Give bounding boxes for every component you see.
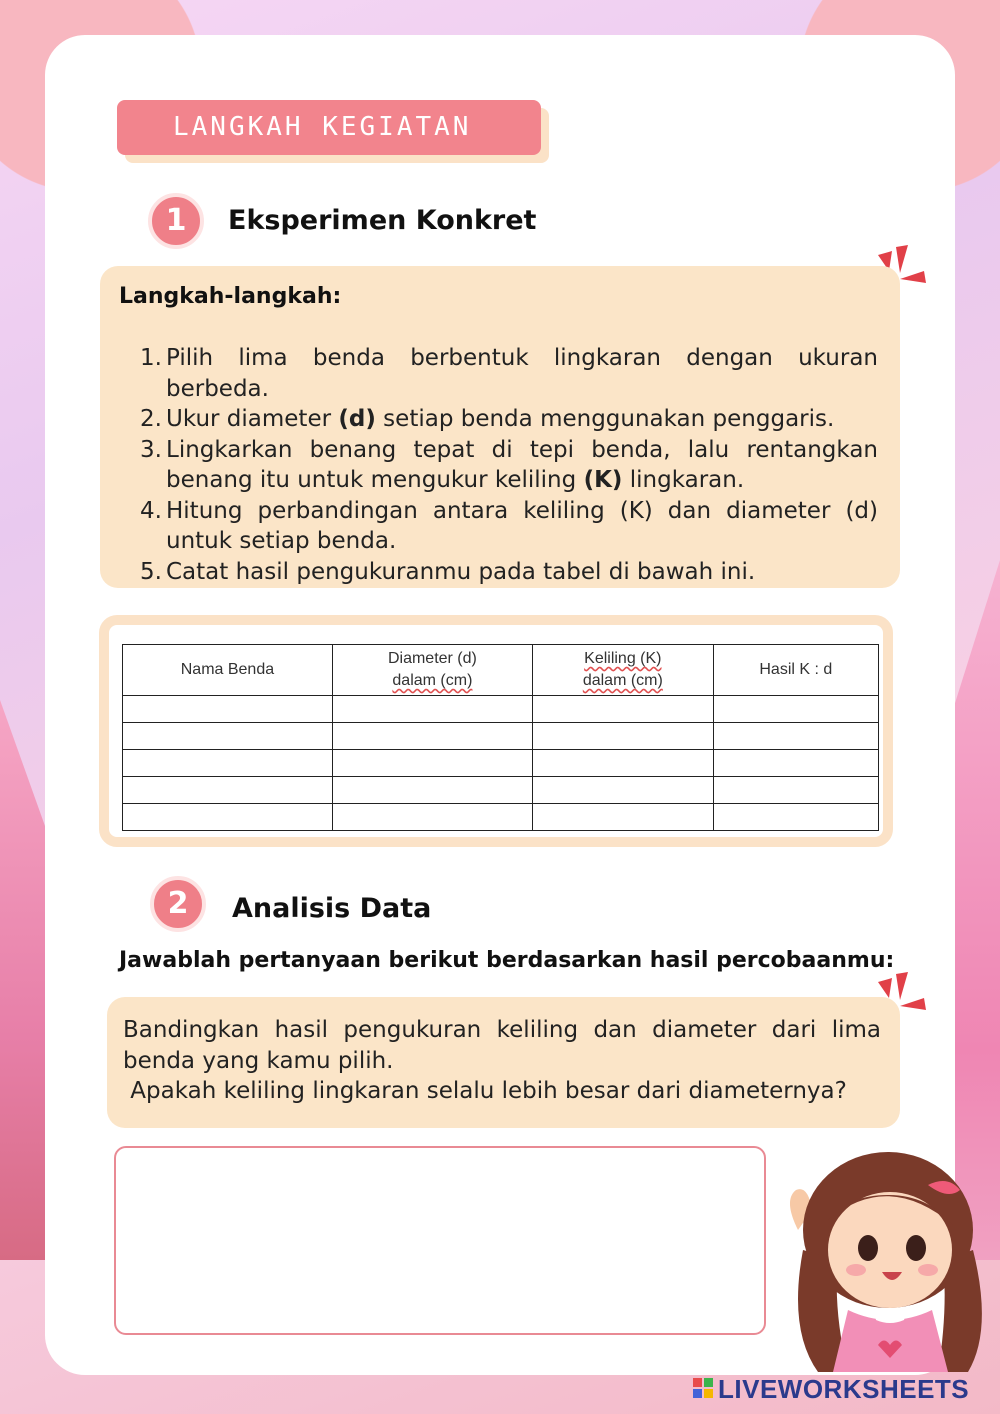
step-1-number-badge: 1 [148, 193, 204, 249]
table-cell-input[interactable] [532, 804, 713, 831]
measurement-table-panel [99, 615, 893, 847]
table-cell-input[interactable] [532, 696, 713, 723]
table-row [123, 723, 879, 750]
table-cell-input[interactable] [532, 777, 713, 804]
table-cell-input[interactable] [532, 723, 713, 750]
table-cell-input[interactable] [123, 696, 333, 723]
table-cell-input[interactable] [123, 804, 333, 831]
column-header-name: Nama Benda [123, 645, 333, 696]
liveworksheets-logo-icon [693, 1378, 713, 1398]
table-row [123, 696, 879, 723]
table-row [123, 804, 879, 831]
steps-title: Langkah-langkah: [119, 284, 342, 309]
question-text: Bandingkan hasil pengukuran keliling dan diameter dari lima benda yang kamu pilih. Apakah keliling lingkaran selalu lebih besar dari diameternya? [123, 1017, 881, 1104]
list-item: 4. Hitung perbandingan antara keliling (K) dan diameter (d) untuk setiap benda. [140, 497, 878, 554]
step-2-title: Analisis Data [232, 893, 432, 924]
table-row [123, 750, 879, 777]
table-cell-input[interactable] [123, 723, 333, 750]
table-cell-input[interactable] [713, 750, 878, 777]
list-item: 1. Pilih lima benda berbentuk lingkaran dengan ukuran berbeda. [140, 345, 878, 402]
table-cell-input[interactable] [713, 804, 878, 831]
list-item: 2. Ukur diameter (d) setiap benda menggunakan penggaris. [140, 406, 835, 432]
table-cell-input[interactable] [713, 696, 878, 723]
girl-illustration [778, 1140, 1000, 1372]
step-2-number-badge: 2 [150, 876, 206, 932]
table-cell-input[interactable] [332, 750, 532, 777]
table-cell-input[interactable] [123, 750, 333, 777]
step-1-title: Eksperimen Konkret [228, 205, 537, 236]
table-cell-input[interactable] [713, 777, 878, 804]
column-header-diameter: Diameter (d) dalam (cm) [332, 645, 532, 696]
table-cell-input[interactable] [123, 777, 333, 804]
table-row [123, 777, 879, 804]
column-header-ratio: Hasil K : d [713, 645, 878, 696]
table-cell-input[interactable] [332, 804, 532, 831]
table-cell-input[interactable] [332, 696, 532, 723]
table-cell-input[interactable] [332, 723, 532, 750]
steps-list [140, 343, 878, 587]
measurement-table [122, 644, 879, 831]
list-item: 3. Lingkarkan benang tepat di tepi benda, lalu rentangkan benang itu untuk mengukur keliling (K) lingkaran. [140, 436, 878, 493]
question-intro: Jawablah pertanyaan berikut berdasarkan hasil percobaanmu: [119, 948, 895, 973]
answer-input[interactable] [114, 1146, 766, 1335]
section-header: LANGKAH KEGIATAN [117, 100, 541, 155]
list-item: 5. Catat hasil pengukuranmu pada tabel di bawah ini. [140, 558, 756, 585]
table-cell-input[interactable] [332, 777, 532, 804]
table-cell-input[interactable] [532, 750, 713, 777]
brand-logo-text: LIVEWORKSHEETS [718, 1374, 970, 1404]
table-cell-input[interactable] [713, 723, 878, 750]
column-header-circumference: Keliling (K) dalam (cm) [532, 645, 713, 696]
table-header-row [123, 645, 879, 696]
